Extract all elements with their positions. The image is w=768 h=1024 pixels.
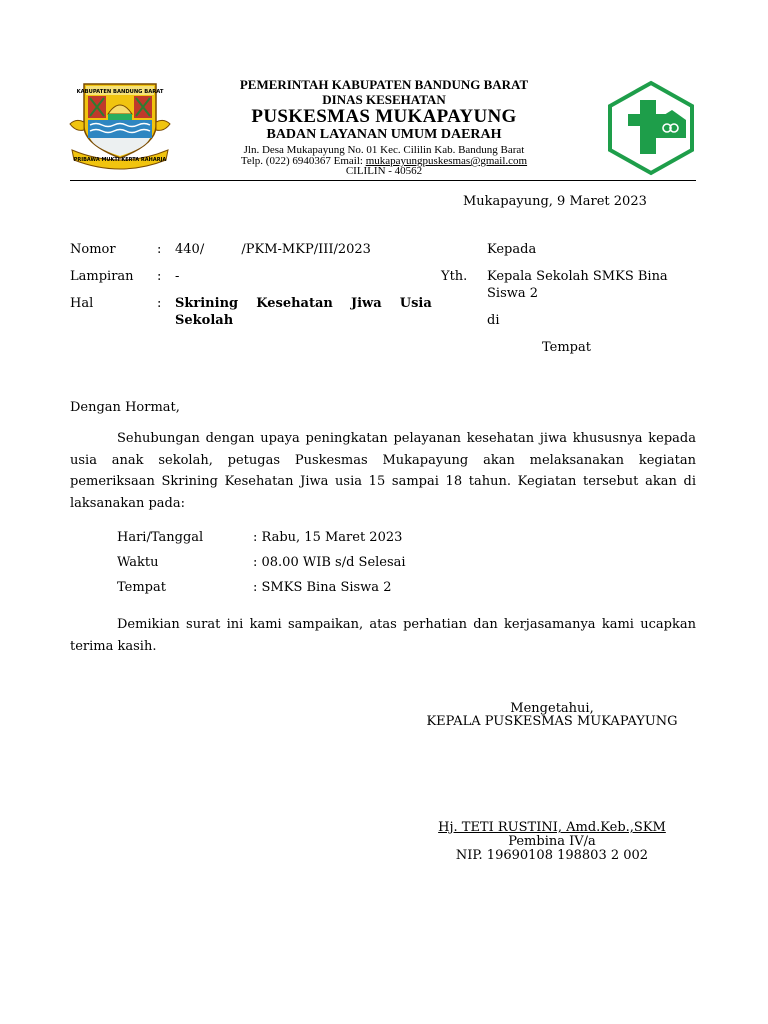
- di-label: di: [487, 313, 500, 328]
- nomor-value: 440/ /PKM-MKP/III/2023: [175, 242, 371, 257]
- nomor-label: Nomor: [70, 242, 116, 257]
- detail-label: Waktu: [117, 555, 159, 570]
- recipient-line2: Siswa 2: [487, 286, 539, 301]
- letter-date: Mukapayung, 9 Maret 2023: [463, 194, 647, 209]
- email-link[interactable]: mukapayungpuskesmas@gmail.com: [365, 155, 528, 167]
- city-zip: CILILIN - 40562: [345, 165, 423, 177]
- signatory-nip: NIP. 19690108 198803 2 002: [455, 848, 649, 863]
- hal-value-line2: Sekolah: [175, 313, 234, 328]
- yth-label: Yth.: [441, 269, 468, 284]
- crest-top-text: KABUPATEN BANDUNG BARAT: [76, 89, 164, 95]
- detail-value: : 08.00 WIB s/d Selesai: [253, 555, 406, 570]
- greeting: Dengan Hormat,: [70, 400, 180, 415]
- institution-name: PUSKESMAS MUKAPAYUNG: [251, 106, 517, 127]
- hal-label: Hal: [70, 296, 94, 311]
- lampiran-value: -: [175, 269, 180, 284]
- mengetahui-text: Mengetahui,: [510, 701, 594, 716]
- crest-motto: PRIBAWA MUKTI KERTA RAHARJA: [73, 157, 167, 163]
- detail-value: : Rabu, 15 Maret 2023: [253, 530, 403, 545]
- closing-paragraph: Demikian surat ini kami sampaikan, atas perhatian dan kerjasamanya kami ucapkan terima kasih.: [70, 617, 696, 654]
- letterhead-divider: [70, 180, 696, 181]
- kepada-label: Kepada: [487, 242, 537, 257]
- opening-paragraph: Sehubungan dengan upaya peningkatan pelayanan kesehatan jiwa khususnya kepada usia anak sekolah, petugas Puskesmas Mukapayung akan melaksanakan kegiatan pemeriksaan Skrining Kesehatan Jiwa usia 15 sampai 18 tahun. Kegiatan tersebut akan di laksanakan pada:: [70, 431, 696, 511]
- hal-value-line1: Skrining Kesehatan Jiwa Usia: [175, 296, 432, 311]
- puskesmas-cross-logo-icon: [606, 80, 696, 176]
- signatory-rank: Pembina IV/a: [508, 834, 596, 849]
- detail-value: : SMKS Bina Siswa 2: [253, 580, 392, 595]
- government-name: PEMERINTAH KABUPATEN BANDUNG BARAT: [239, 77, 529, 92]
- lampiran-colon: :: [157, 269, 162, 284]
- nomor-colon: :: [157, 242, 162, 257]
- address: Jln. Desa Mukapayung No. 01 Kec. Cililin Kab. Bandung Barat: [243, 144, 525, 156]
- recipient-line1: Kepala Sekolah SMKS Bina: [487, 269, 668, 284]
- tempat-label: Tempat: [542, 340, 591, 355]
- signatory-position: KEPALA PUSKESMAS MUKAPAYUNG: [426, 714, 678, 729]
- institution-type: BADAN LAYANAN UMUM DAERAH: [266, 127, 502, 142]
- department-name: DINAS KESEHATAN: [322, 92, 446, 107]
- detail-label: Hari/Tanggal: [117, 530, 204, 545]
- hal-colon: :: [157, 296, 162, 311]
- lampiran-label: Lampiran: [70, 269, 134, 284]
- signatory-name: Hj. TETI RUSTINI, Amd.Keb.,SKM: [438, 820, 666, 835]
- phone-text: Telp. (022) 6940367 Email:: [240, 155, 366, 167]
- detail-label: Tempat: [117, 580, 166, 595]
